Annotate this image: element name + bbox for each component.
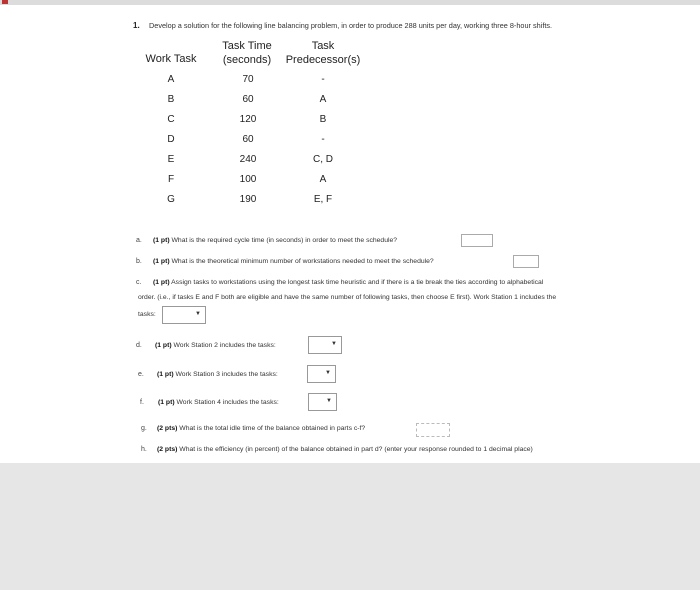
cell-predecessor: - [321, 134, 325, 145]
cell-predecessor: - [321, 74, 325, 85]
cell-time: 70 [242, 74, 254, 85]
cell-task: E [167, 154, 175, 165]
part-a-points: (1 pt) [153, 237, 170, 244]
part-d-points: (1 pt) [155, 342, 172, 349]
table-row [0, 114, 700, 128]
part-d-prompt: Work Station 2 includes the tasks: [173, 342, 276, 349]
part-f-prompt: Work Station 4 includes the tasks: [176, 399, 279, 406]
chevron-down-icon: ▼ [195, 311, 201, 317]
chevron-down-icon: ▼ [331, 341, 337, 347]
part-c-text-2: order. (i.e., if tasks E and F both are eligible and have the same number of following tasks, then choose E first). Work Station 1 includes the [138, 294, 557, 301]
table-row [0, 154, 700, 168]
chevron-down-icon: ▼ [326, 398, 332, 404]
cell-time: 120 [239, 114, 257, 125]
part-b-prompt: What is the theoretical minimum number of workstations needed to meet the schedule? [171, 258, 434, 265]
part-g-label: g. [141, 425, 147, 432]
part-d-text [155, 342, 276, 349]
table-row [0, 134, 700, 148]
part-e-tasks-dropdown[interactable] [307, 365, 336, 383]
part-b-points: (1 pt) [153, 258, 170, 265]
cell-predecessor: B [319, 114, 327, 125]
cell-predecessor: E, F [313, 194, 333, 205]
part-h-text [157, 446, 533, 453]
part-c-prompt-1: Assign tasks to workstations using the longest task time heuristic and if there is a tie break the ties according to alphabetical [171, 279, 544, 286]
part-c-text-1 [153, 279, 543, 286]
cell-predecessor: A [319, 174, 327, 185]
header-work-task: Work Task [145, 53, 197, 65]
part-e-prompt: Work Station 3 includes the tasks: [175, 371, 278, 378]
part-b-label: b. [136, 258, 142, 265]
cell-predecessor: C, D [313, 154, 333, 165]
part-h-points: (2 pts) [157, 446, 178, 453]
cell-task: F [167, 174, 175, 185]
header-task-time-1: Task Time [222, 40, 272, 52]
question-number: 1. [133, 21, 140, 30]
part-e-text [157, 371, 278, 378]
part-c-points: (1 pt) [153, 279, 170, 286]
part-b-answer-input[interactable] [513, 255, 539, 268]
cell-task: B [167, 94, 175, 105]
cell-task: G [167, 194, 175, 205]
part-f-text [158, 399, 279, 406]
part-a-answer-input[interactable] [461, 234, 493, 247]
part-d-label: d. [136, 342, 142, 349]
part-a-prompt: What is the required cycle time (in seconds) in order to meet the schedule? [171, 237, 398, 244]
top-bar [0, 0, 700, 5]
part-e-points: (1 pt) [157, 371, 174, 378]
part-h-label: h. [141, 446, 147, 453]
part-a-label: a. [136, 237, 142, 244]
part-c-label: c. [136, 279, 142, 286]
part-f-label: f. [140, 399, 144, 406]
question-prompt: Develop a solution for the following line balancing problem, in order to produce 288 units per day, working three 8-hour shifts. [149, 21, 553, 30]
table-row [0, 74, 700, 88]
header-task-time-2: (seconds) [222, 54, 272, 66]
part-b-text [153, 258, 434, 265]
table-row [0, 194, 700, 208]
part-g-prompt: What is the total idle time of the balance obtained in parts c-f? [179, 425, 366, 432]
table-row [0, 174, 700, 188]
header-predecessor-2: Predecessor(s) [285, 54, 361, 66]
part-g-text [157, 425, 365, 432]
cell-time: 60 [242, 134, 254, 145]
cell-task: C [167, 114, 175, 125]
chevron-down-icon: ▼ [325, 370, 331, 376]
part-f-points: (1 pt) [158, 399, 175, 406]
cell-predecessor: A [319, 94, 327, 105]
app-mark-icon [2, 0, 8, 4]
part-h-prompt: What is the efficiency (in percent) of the balance obtained in part d? (enter your response rounded to 1 decimal place) [179, 446, 533, 453]
cell-task: D [167, 134, 175, 145]
header-predecessor-1: Task [311, 40, 335, 52]
part-f-tasks-dropdown[interactable] [308, 393, 337, 411]
part-a-text [153, 237, 397, 244]
part-c-text-3: tasks: [138, 311, 156, 318]
part-g-points: (2 pts) [157, 425, 178, 432]
cell-time: 190 [239, 194, 257, 205]
cell-time: 60 [242, 94, 254, 105]
cell-time: 240 [239, 154, 257, 165]
part-c-tasks-dropdown[interactable] [162, 306, 206, 324]
cell-time: 100 [239, 174, 257, 185]
table-row [0, 94, 700, 108]
part-g-answer-input[interactable] [416, 423, 450, 437]
part-e-label: e. [138, 371, 144, 378]
cell-task: A [167, 74, 175, 85]
part-d-tasks-dropdown[interactable] [308, 336, 342, 354]
